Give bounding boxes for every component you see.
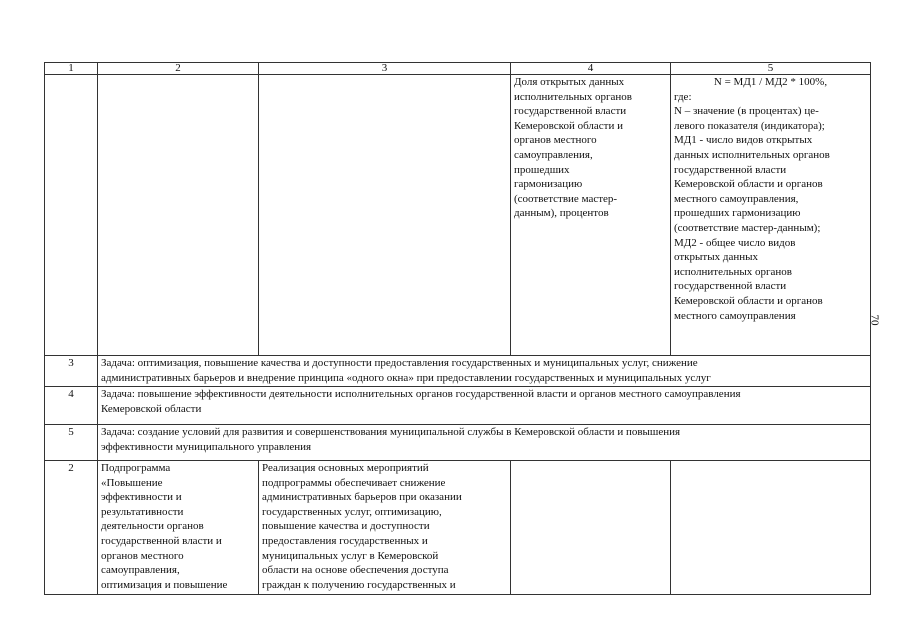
page-number: 70	[868, 314, 881, 326]
header-col-5: 5	[671, 63, 871, 75]
task-row	[45, 425, 871, 461]
subprogram-name: Подпрограмма «Повышение эффективности и результативности деятельности органов государственной власти и органов местного самоуправления, оптимизация и повышение	[98, 461, 259, 595]
header-row	[45, 63, 871, 75]
indicator-formula-explanation: где: N – значение (в процентах) це- левого показателя (индикатора); МД1 - число видов открытых данных исполнительных органов государственной власти Кемеровской области и органов местного самоуправления, прошедших гармонизацию (соответствие мастер-данным); МД2 - общее число видов открытых данных исполнительных органов государственной власти Кемеровской области и органов местного самоуправления	[674, 90, 830, 322]
indicator-col2-cell	[98, 75, 259, 356]
task-num: 3	[45, 356, 98, 387]
header-col-1: 1	[45, 63, 98, 75]
subprogram-description: Реализация основных мероприятий подпрограммы обеспечивает снижение административных барьеров при оказании государственных услуг, оптимизацию, повышение качества и доступности предоставления государственных и муниципальных услуг в Кемеровской области на основе обеспечения доступа граждан к получению государственных и	[259, 461, 511, 595]
indicator-num-cell	[45, 75, 98, 356]
subprogram-col5-cell	[671, 461, 871, 595]
task-text: Задача: создание условий для развития и совершенствования муниципальной службы в Кемеровской области и повышения эффективности муниципального управления	[98, 425, 871, 461]
task-row	[45, 387, 871, 425]
header-col-2: 2	[98, 63, 259, 75]
subprogram-row	[45, 461, 871, 595]
indicator-col3-cell	[259, 75, 511, 356]
indicator-row	[45, 75, 871, 356]
task-num: 4	[45, 387, 98, 425]
task-text: Задача: повышение эффективности деятельности исполнительных органов государственной власти и органов местного самоуправления Кемеровской области	[98, 387, 871, 425]
task-row	[45, 356, 871, 387]
header-col-4: 4	[511, 63, 671, 75]
document-table	[44, 62, 871, 595]
subprogram-col4-cell	[511, 461, 671, 595]
header-col-3: 3	[259, 63, 511, 75]
task-text: Задача: оптимизация, повышение качества и доступности предоставления государственных и муниципальных услуг, снижение административных барьеров и внедрение принципа «одного окна» при предоставлении государственных и муниципальных услуг	[98, 356, 871, 387]
subprogram-num: 2	[45, 461, 98, 595]
indicator-name: Доля открытых данных исполнительных органов государственной власти Кемеровской области и органов местного самоуправления, прошедших гармонизацию (соответствие мастер- данным), процентов	[511, 75, 671, 356]
indicator-formula: N = МД1 / МД2 * 100%,	[713, 76, 828, 88]
task-num: 5	[45, 425, 98, 461]
indicator-formula-cell	[671, 75, 871, 356]
